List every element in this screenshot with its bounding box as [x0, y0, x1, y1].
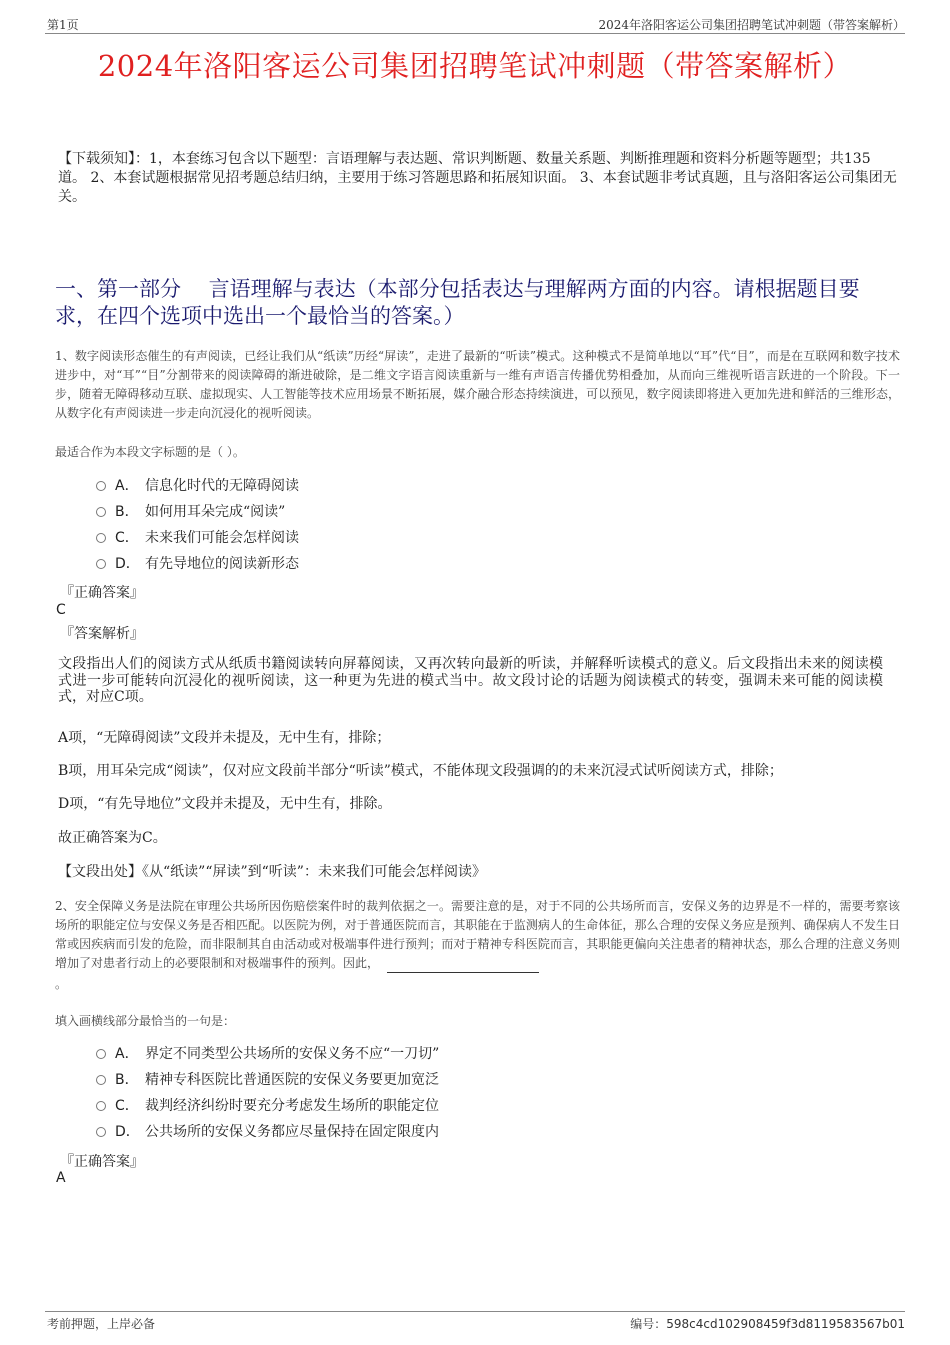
q1-source: 【文段出处】《从“纸读”“屏读”到“听读”：未来我们可能会怎样阅读》: [58, 864, 486, 880]
option-letter: B．: [115, 504, 139, 520]
option-text: 公共场所的安保义务都应尽量保持在固定限度内: [145, 1124, 439, 1140]
q1-option-d[interactable]: [96, 554, 299, 574]
answer-blank: [387, 960, 539, 973]
q1-analysis-text: 文段指出人们的阅读方式从纸质书籍阅读转向屏幕阅读，又再次转向最新的听读，并解释听读模式的意义。后文段指出未来的阅读模式进一步可能转向沉浸化的视听阅读，这一种更为先进的模式当中。故文段讨论的话题为阅读模式的转变，强调未来可能的阅读模式，对应C项。: [58, 656, 883, 705]
document-title: 2024年洛阳客运公司集团招聘笔试冲刺题（带答案解析）: [97, 49, 853, 83]
footer-slogan: 考前押题，上岸必备: [47, 1317, 156, 1331]
option-text: 有先导地位的阅读新形态: [145, 556, 299, 572]
option-letter: A．: [115, 478, 139, 494]
question-2-text: [55, 897, 900, 973]
option-letter: C．: [115, 1098, 139, 1114]
section-heading: 一、第一部分 言语理解与表达（本部分包括表达与理解两方面的内容。请根据题目要求，在四个选项中选出一个最恰当的答案。）: [55, 277, 860, 328]
option-letter: D．: [115, 556, 140, 572]
option-text: 裁判经济纠纷时要充分考虑发生场所的职能定位: [145, 1098, 439, 1114]
option-text: 信息化时代的无障碍阅读: [145, 478, 299, 494]
option-text: 未来我们可能会怎样阅读: [145, 530, 299, 546]
q2-option-b[interactable]: [96, 1070, 439, 1090]
q1-note-b: B项，用耳朵完成“阅读”，仅对应文段前半部分“听读”模式，不能体现文段强调的的未来沉浸式试听阅读方式，排除；: [58, 763, 783, 779]
question-2-body: 2、安全保障义务是法院在审理公共场所因伤赔偿案件时的裁判依据之一。需要注意的是，对于不同的公共场所而言，安保义务的边界是不一样的，需要考察该场所的职能定位与安保义务是否相匹配。以医院为例，对于普通医院而言，其职能在于监测病人的生命体征，那么合理的安保义务应是预判、确保病人不发生日常或因疾病而引发的危险，而非限制其自由活动或对极端事件进行预判；而对于精神专科医院而言，其职能更偏向关注患者的精神状态，那么合理的注意义务则增加了对患者行动上的必要限制和对极端事件的预判。因此，: [55, 899, 900, 970]
radio-icon[interactable]: [96, 1049, 106, 1059]
q1-correct-answer-label: 『正确答案』: [60, 585, 144, 601]
radio-icon[interactable]: [96, 533, 106, 543]
header-rule: [45, 33, 905, 34]
q1-correct-answer-value: C: [56, 602, 66, 618]
footer-rule: [45, 1311, 905, 1312]
q1-option-b[interactable]: [96, 502, 285, 522]
q2-option-d[interactable]: [96, 1122, 439, 1142]
q2-correct-answer-label: 『正确答案』: [60, 1154, 144, 1170]
question-2-prompt: 填入画横线部分最恰当的一句是：: [55, 1014, 236, 1028]
option-text: 界定不同类型公共场所的安保义务不应“一刀切”: [145, 1046, 440, 1062]
q1-note-d: D项，“有先导地位”文段并未提及，无中生有，排除。: [58, 796, 392, 812]
radio-icon[interactable]: [96, 1075, 106, 1085]
q2-correct-answer-value: A: [56, 1170, 66, 1186]
option-letter: A．: [115, 1046, 139, 1062]
q1-analysis-label: 『答案解析』: [60, 626, 144, 642]
running-title: 2024年洛阳客运公司集团招聘笔试冲刺题（带答案解析）: [598, 18, 905, 32]
radio-icon[interactable]: [96, 1101, 106, 1111]
question-2-tail: 。: [55, 977, 68, 991]
page-number: 第1页: [47, 18, 79, 32]
radio-icon[interactable]: [96, 1127, 106, 1137]
option-text: 如何用耳朵完成“阅读”: [145, 504, 286, 520]
question-1-text: 1、数字阅读形态催生的有声阅读，已经让我们从“纸读”历经“屏读”，走进了最新的“听读”模式。这种模式不是简单地以“耳”代“目”，而是在互联网和数字技术进步中，对“耳”“目”分割带来的阅读障碍的渐进破除，是二维文字语言阅读重新与一维有声语言传播优势相叠加，从而向三维视听语言跃进的一个阶段。下一步，随着无障碍移动互联、虚拟现实、人工智能等技术应用场景不断拓展，媒介融合形态持续演进，可以预见，数字阅读即将进入更加先进和鲜活的三维形态，从数字化有声阅读进一步走向沉浸化的视听阅读。: [55, 349, 900, 420]
radio-icon[interactable]: [96, 559, 106, 569]
q1-note-a: A项，“无障碍阅读”文段并未提及，无中生有，排除；: [58, 730, 391, 746]
option-letter: B．: [115, 1072, 139, 1088]
footer-code: [630, 1315, 905, 1332]
option-text: 精神专科医院比普通医院的安保义务要更加宽泛: [145, 1072, 439, 1088]
radio-icon[interactable]: [96, 507, 106, 517]
q2-option-a[interactable]: [96, 1044, 439, 1064]
question-1-prompt: 最适合作为本段文字标题的是（ ）。: [55, 445, 245, 459]
footer-code-label: 编号：: [630, 1317, 667, 1331]
q1-conclusion: 故正确答案为C。: [58, 830, 167, 846]
q1-option-c[interactable]: [96, 528, 299, 548]
q2-option-c[interactable]: [96, 1096, 439, 1116]
q1-option-a[interactable]: [96, 476, 299, 496]
radio-icon[interactable]: [96, 481, 106, 491]
option-letter: C．: [115, 530, 139, 546]
footer-code-value: 598c4cd102908459f3d8119583567b01: [666, 1317, 905, 1331]
download-notice: 【下载须知】：1，本套练习包含以下题型：言语理解与表达题、常识判断题、数量关系题、判断推理题和资料分析题等题型；共135道。 2、本套试题根据常见招考题总结归纳，主要用于练习答题思路和拓展知识面。 3、本套试题非考试真题，且与洛阳客运公司集团无关。: [58, 151, 897, 205]
option-letter: D．: [115, 1124, 140, 1140]
